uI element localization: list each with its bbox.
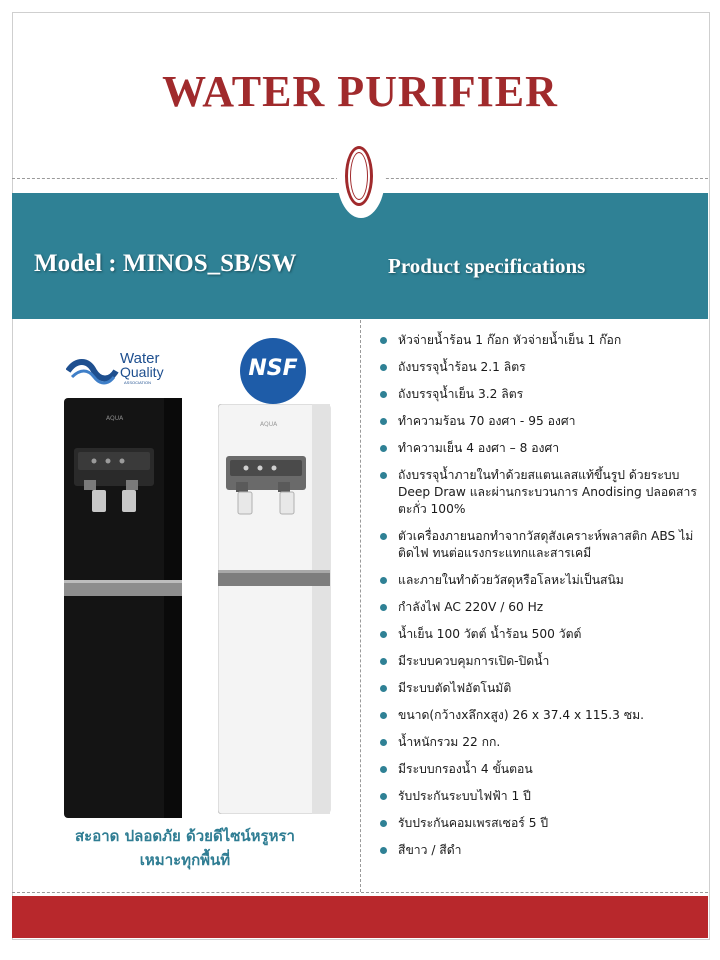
spec-item xyxy=(376,680,706,697)
spec-item xyxy=(376,653,706,670)
bullet-icon xyxy=(380,631,387,638)
bullet-icon xyxy=(380,766,387,773)
nsf-logo xyxy=(240,338,306,404)
black-dispenser-brand: AQUA xyxy=(106,415,124,422)
spec-list xyxy=(376,332,706,869)
divider-bottom xyxy=(12,892,708,893)
spec-item xyxy=(376,359,706,376)
bullet-icon xyxy=(380,685,387,692)
spec-text: ทำความร้อน 70 องศา - 95 องศา xyxy=(398,414,576,428)
spec-text: สีขาว / สีดำ xyxy=(398,843,462,857)
spec-text: น้ำหนักรวม 22 กก. xyxy=(398,735,501,749)
black-dispenser-image xyxy=(64,398,184,822)
white-dispenser-image xyxy=(218,404,334,818)
bullet-icon xyxy=(380,391,387,398)
white-dispenser-brand: AQUA xyxy=(260,421,278,428)
spec-text: ถังบรรจุน้ำภายในทำด้วยสแตนเลสแท้ขึ้นรูป ด้วยระบบ Deep Draw และผ่านกระบวนการ Anodising ปลอดสารตะกั่ว 100% xyxy=(398,468,697,516)
spec-item xyxy=(376,842,706,859)
spec-text: รับประกันระบบไฟฟ้า 1 ปี xyxy=(398,789,531,803)
bullet-icon xyxy=(380,364,387,371)
spec-item xyxy=(376,413,706,430)
bullet-icon xyxy=(380,820,387,827)
spec-text: ตัวเครื่องภายนอกทำจากวัสดุสังเคราะห์พลาสติก ABS ไม่ติดไฟ ทนต่อแรงกระแทกและสารเคมี xyxy=(398,529,694,560)
model-label: Model : MINOS_SB/SW xyxy=(34,250,297,277)
spec-item xyxy=(376,599,706,616)
tagline-line2: เหมาะทุกพื้นที่ xyxy=(139,851,231,869)
column-divider xyxy=(360,320,361,892)
water-quality-line3: ASSOCIATION xyxy=(124,380,152,385)
spec-text: ถังบรรจุน้ำเย็น 3.2 ลิตร xyxy=(398,387,524,401)
bullet-icon xyxy=(380,712,387,719)
tagline xyxy=(20,824,350,872)
spec-text: น้ำเย็น 100 วัตต์ น้ำร้อน 500 วัตต์ xyxy=(398,627,582,641)
spec-item xyxy=(376,626,706,643)
spec-item xyxy=(376,734,706,751)
spec-item xyxy=(376,815,706,832)
spec-item xyxy=(376,707,706,724)
bullet-icon xyxy=(380,604,387,611)
spec-item xyxy=(376,332,706,349)
spec-text: มีระบบกรองน้ำ 4 ขั้นตอน xyxy=(398,762,533,776)
specs-heading: Product specifications xyxy=(388,254,586,278)
spec-text: และภายในทำด้วยวัสดุหรือโลหะไม่เป็นสนิม xyxy=(398,573,624,587)
nsf-text: NSF xyxy=(248,356,298,381)
spec-item xyxy=(376,528,706,562)
bullet-icon xyxy=(380,445,387,452)
spec-item xyxy=(376,386,706,403)
bullet-icon xyxy=(380,418,387,425)
spec-text: มีระบบตัดไฟอัตโนมัติ xyxy=(398,681,512,695)
spec-item xyxy=(376,572,706,589)
bullet-icon xyxy=(380,847,387,854)
spec-text: มีระบบควบคุมการเปิด-ปิดน้ำ xyxy=(398,654,550,668)
spec-item xyxy=(376,761,706,778)
spec-text: ถังบรรจุน้ำร้อน 2.1 ลิตร xyxy=(398,360,526,374)
tagline-line1: สะอาด ปลอดภัย ด้วยดีไซน์หรูหรา xyxy=(75,827,295,845)
spec-text: ขนาด(กว้างxลึกxสูง) 26 x 37.4 x 115.3 ซม. xyxy=(398,708,644,722)
footer-bar xyxy=(12,896,708,938)
spec-text: รับประกันคอมเพรสเซอร์ 5 ปี xyxy=(398,816,549,830)
page-title: WATER PURIFIER xyxy=(162,67,558,116)
spec-text: กำลังไฟ AC 220V / 60 Hz xyxy=(398,600,544,614)
water-quality-line2: Quality xyxy=(120,364,164,380)
water-quality-wave-icon xyxy=(68,362,116,383)
bullet-icon xyxy=(380,658,387,665)
bullet-icon xyxy=(380,472,387,479)
spec-item xyxy=(376,788,706,805)
spec-text: ทำความเย็น 4 องศา – 8 องศา xyxy=(398,441,560,455)
bullet-icon xyxy=(380,739,387,746)
spec-item xyxy=(376,467,706,518)
bullet-icon xyxy=(380,533,387,540)
oval-ornament-inner xyxy=(350,152,368,200)
spec-text: หัวจ่ายน้ำร้อน 1 ก๊อก หัวจ่ายน้ำเย็น 1 ก๊อก xyxy=(398,333,622,347)
bullet-icon xyxy=(380,577,387,584)
bullet-icon xyxy=(380,337,387,344)
bullet-icon xyxy=(380,793,387,800)
spec-item xyxy=(376,440,706,457)
water-quality-line1: Water xyxy=(120,350,160,367)
water-quality-logo xyxy=(66,345,176,390)
